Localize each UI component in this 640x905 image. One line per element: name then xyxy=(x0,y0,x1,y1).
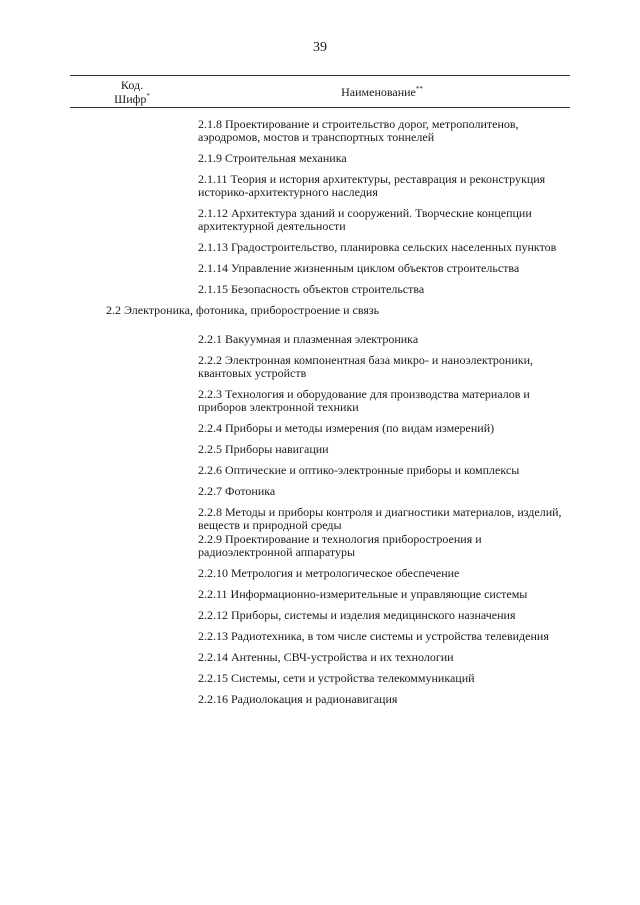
section-heading: 2.2 Электроника, фотоника, приборостроение и связь xyxy=(106,303,380,317)
list-item: 2.2.7 Фотоника xyxy=(198,484,276,498)
table-header-top-rule xyxy=(70,75,570,76)
cipher-column-label: Шифр* xyxy=(114,92,150,106)
list-item: 2.2.5 Приборы навигации xyxy=(198,442,329,456)
code-column-label: Код. xyxy=(120,78,144,92)
name-footnote-mark: ** xyxy=(415,85,423,93)
list-item: 2.1.9 Строительная механика xyxy=(198,151,347,165)
table-header-bottom-rule xyxy=(70,107,570,108)
name-column-label: Наименование xyxy=(341,85,416,99)
list-item: 2.2.6 Оптические и оптико-электронные приборы и комплексы xyxy=(198,463,520,477)
list-item: 2.2.10 Метрология и метрологическое обеспечение xyxy=(198,566,460,580)
list-item: 2.2.13 Радиотехника, в том числе системы и устройства телевидения xyxy=(198,629,549,643)
list-item: 2.2.1 Вакуумная и плазменная электроника xyxy=(198,332,419,346)
page-number: 39 xyxy=(313,40,327,55)
list-item: 2.1.11 Теория и история архитектуры, реставрация и реконструкция историко-архитектурного наследия xyxy=(198,172,546,199)
list-item: 2.2.14 Антенны, СВЧ-устройства и их технологии xyxy=(198,650,454,664)
list-item: 2.1.13 Градостроительство, планировка сельских населенных пунктов xyxy=(198,240,557,254)
list-item: 2.2.4 Приборы и методы измерения (по видам измерений) xyxy=(198,421,495,435)
list-item: 2.1.8 Проектирование и строительство дорог, метрополитенов, аэродромов, мостов и транспортных тоннелей xyxy=(198,117,519,144)
specialty-list xyxy=(0,118,640,714)
list-item: 2.2.9 Проектирование и технология приборостроения и радиоэлектронной аппаратуры xyxy=(198,532,482,559)
code-column-header xyxy=(70,78,194,106)
list-item: 2.2.15 Системы, сети и устройства телекоммуникаций xyxy=(198,671,475,685)
list-item: 2.1.15 Безопасность объектов строительства xyxy=(198,282,425,296)
list-item: 2.2.16 Радиолокация и радионавигация xyxy=(198,692,398,706)
list-item: 2.1.14 Управление жизненным циклом объектов строительства xyxy=(198,261,520,275)
name-column-header xyxy=(194,85,570,100)
list-item: 2.2.12 Приборы, системы и изделия медицинского назначения xyxy=(198,608,516,622)
list-item: 2.1.12 Архитектура зданий и сооружений. Творческие концепции архитектурной деятельности xyxy=(198,206,532,233)
list-item: 2.2.3 Технология и оборудование для производства материалов и приборов электронной техники xyxy=(198,387,530,414)
list-item: 2.2.2 Электронная компонентная база микро- и наноэлектроники, квантовых устройств xyxy=(198,353,534,380)
code-footnote-mark: * xyxy=(146,92,150,100)
list-item: 2.2.8 Методы и приборы контроля и диагностики материалов, изделий, веществ и природной среды xyxy=(198,505,562,532)
list-item: 2.2.11 Информационно-измерительные и управляющие системы xyxy=(198,587,528,601)
